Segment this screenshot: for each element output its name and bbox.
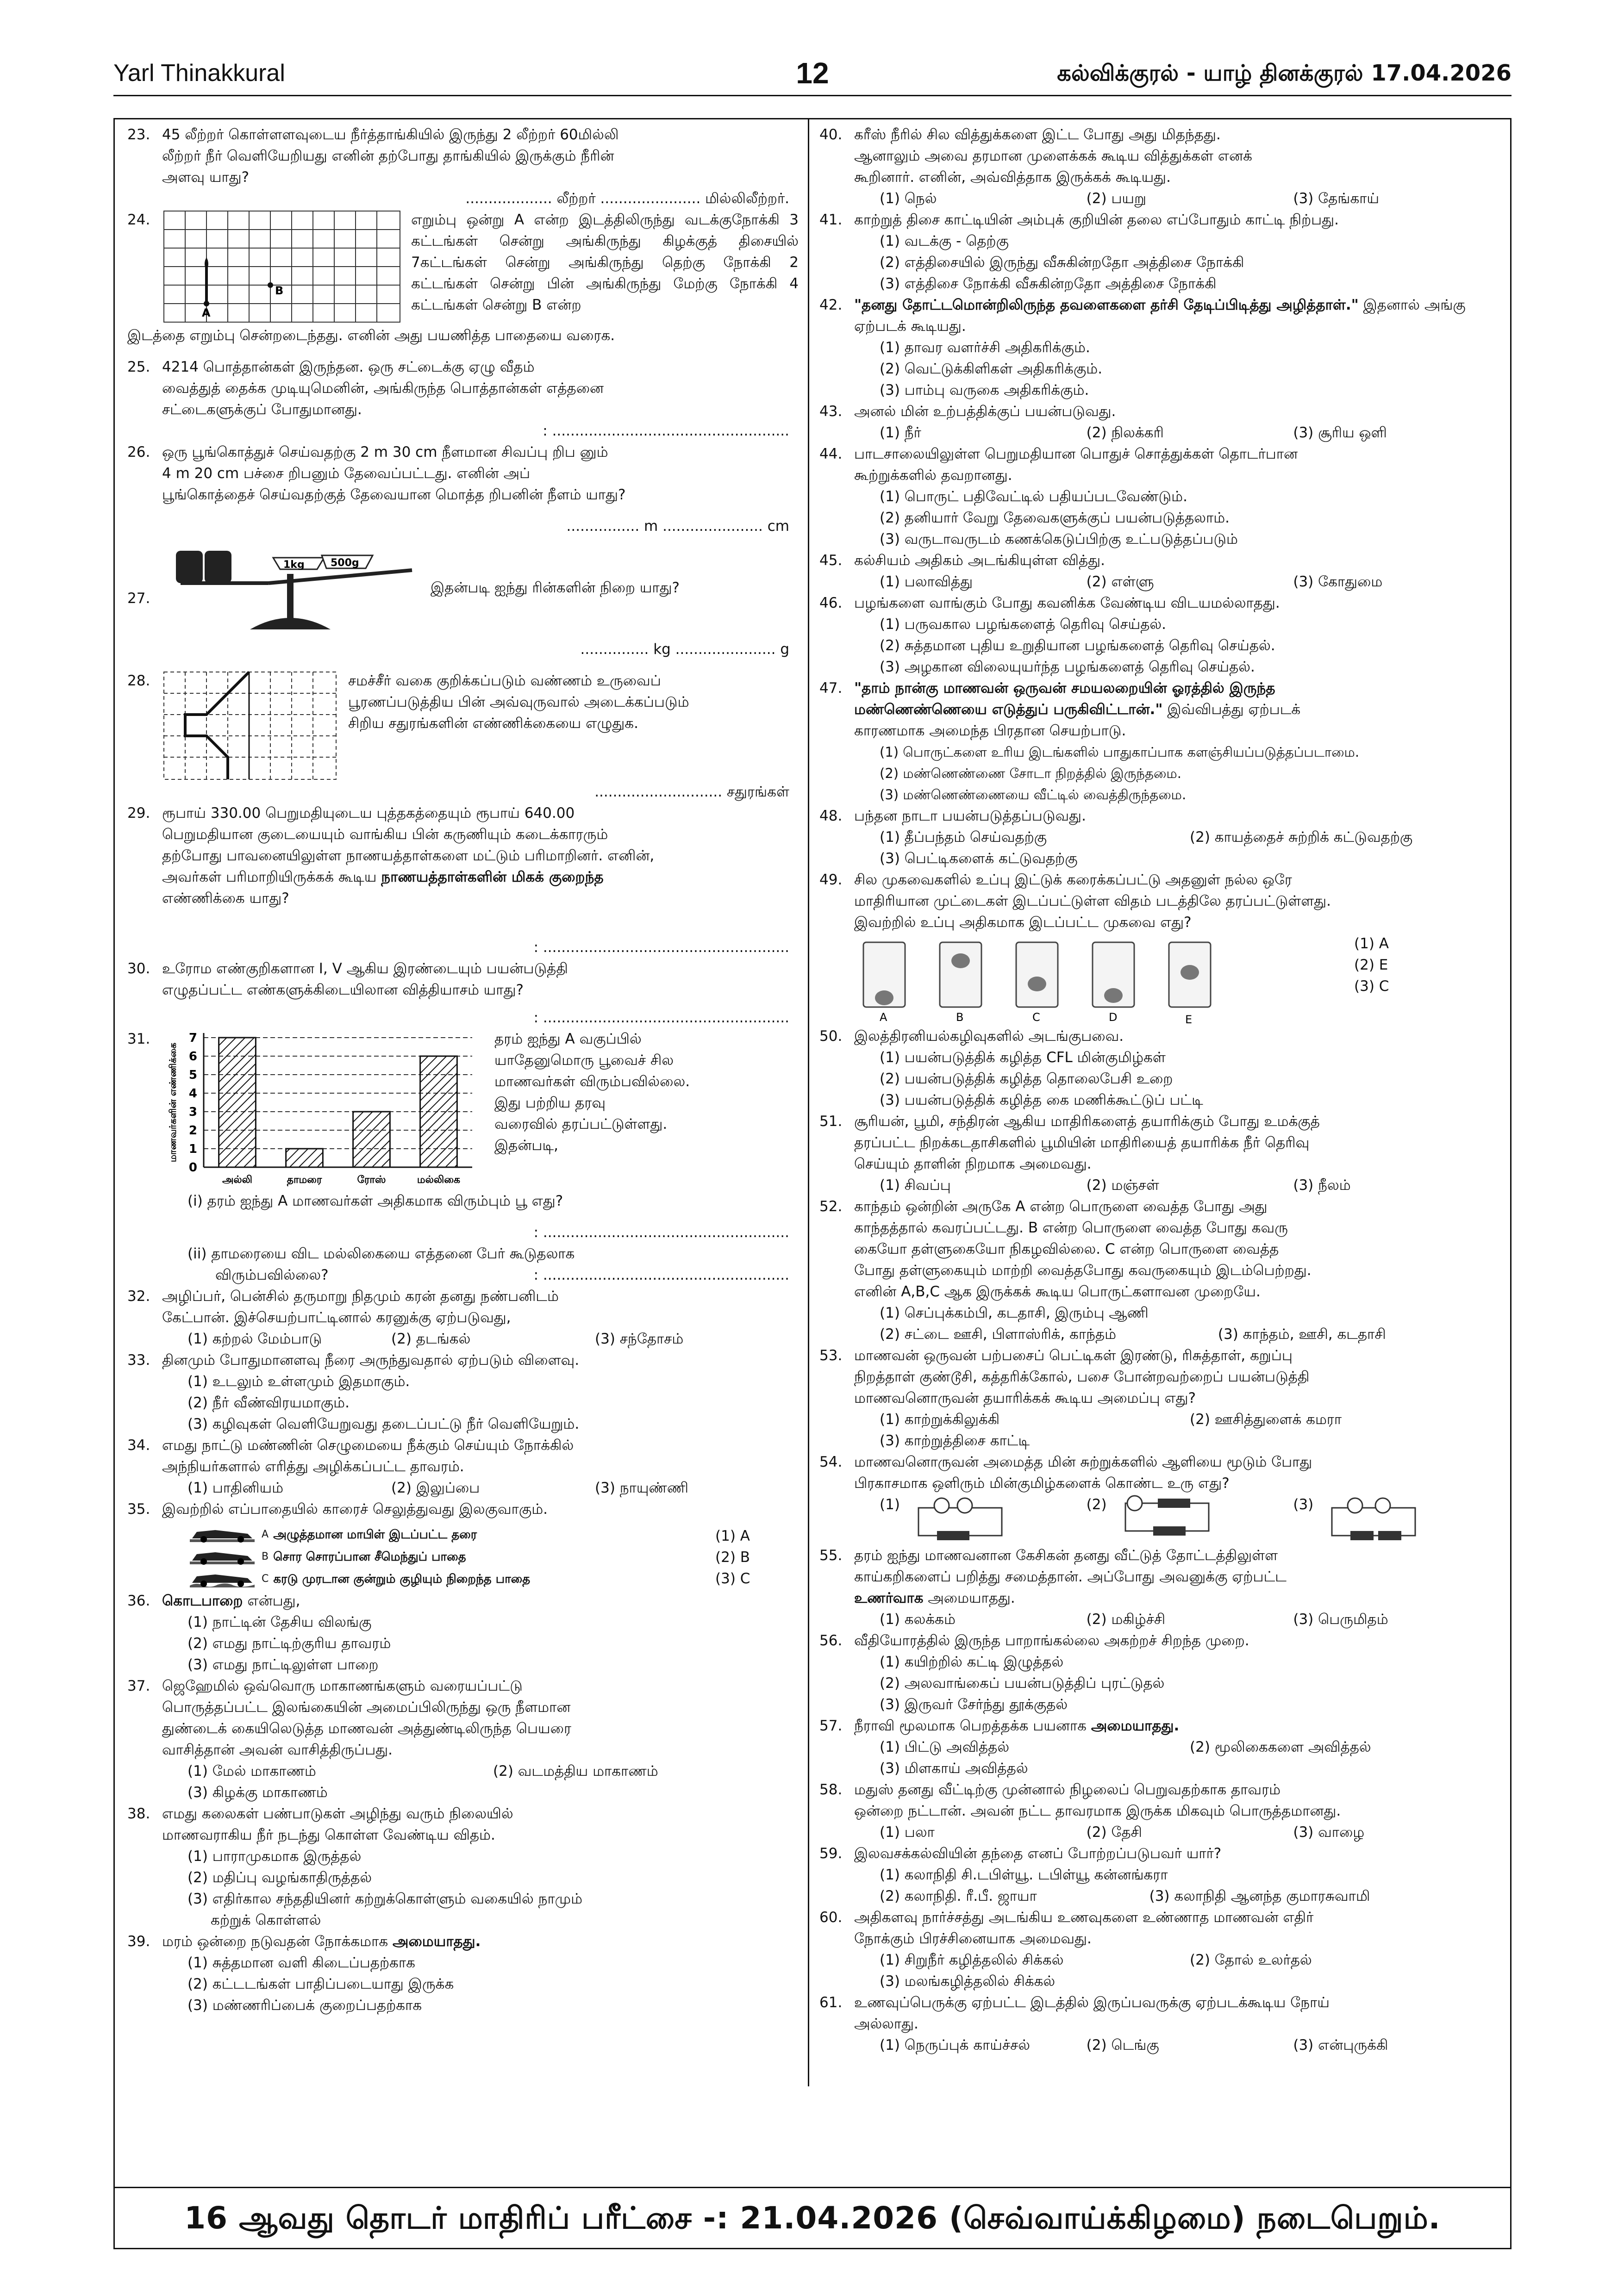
svg-text:A: A: [202, 306, 211, 319]
options-52: [819, 1302, 1500, 1345]
options-36: [127, 1612, 799, 1675]
option[interactable]: (2) தேசி: [1086, 1824, 1142, 1841]
bar-1: [219, 1038, 256, 1167]
question-27: 27. 1kg 500g இதன்படி ஐந்து ரின்களின் நிறை யாது? ............... kg ...................... g: [127, 537, 799, 660]
option[interactable]: (2) சட்டை ஊசி, பிளாஸ்ரிக், காந்தம்: [880, 1326, 1117, 1343]
circuit-2-icon: [1116, 1494, 1218, 1540]
question-33: 33. தினமும் போதுமானளவு நீரை அருந்துவதால் ஏற்படும் விளைவு.: [127, 1352, 580, 1369]
question-57: 57. நீராவி மூலமாக பெறத்தக்க பயனாக அமையாதது.: [819, 1717, 1180, 1734]
option[interactable]: (3) கோதுமை: [1293, 573, 1383, 590]
option[interactable]: (1) வடக்கு - தெற்கு: [880, 233, 1009, 249]
svg-text:E: E: [1185, 1013, 1193, 1026]
y-tick-label: 4: [188, 1087, 197, 1101]
option[interactable]: (2) தோல் உலர்தல்: [1190, 1952, 1312, 1968]
options-45: [819, 571, 1500, 592]
x-tick-label: ரோஸ்: [357, 1174, 386, 1186]
masthead: [113, 55, 1512, 92]
option[interactable]: (3) மண்ணரிப்பைக் குறைப்பதற்காக: [187, 1997, 422, 2014]
options-57: [819, 1736, 1500, 1758]
bar-3: [353, 1112, 390, 1167]
answer-blank[interactable]: : ......................................................: [533, 1009, 789, 1026]
option[interactable]: (1) பருவகால பழங்களைத் தெரிவு செய்தல்.: [880, 616, 1167, 633]
option[interactable]: (3) காந்தம், ஊசி, கடதாசி: [1218, 1326, 1386, 1343]
options-48: [819, 827, 1500, 848]
option[interactable]: (1) கலாநிதி சி.டபிள்யூ. டபிள்யூ கன்னங்கரா: [880, 1867, 1168, 1883]
option[interactable]: (3) வாழை: [1293, 1824, 1365, 1841]
options-55: [819, 1609, 1500, 1630]
options-40: [819, 188, 1500, 209]
question-44: 44. பாடசாலையிலுள்ள பெறுமதியான பொதுச் சொத்துக்கள் தொடர்பான கூற்றுக்களில் தவறானது.: [819, 446, 1298, 484]
option[interactable]: (2) எள்ளு: [1086, 573, 1154, 590]
option[interactable]: (2) எமது நாட்டிற்குரிய தாவரம்: [187, 1635, 391, 1652]
option[interactable]: (1) நீர்: [880, 424, 921, 441]
question-51: 51. சூரியன், பூமி, சந்திரன் ஆகிய மாதிரிகளைத் தயாரிக்கும் போது உமக்குத் தரப்பட்ட நிறக்கடதாசிகளில் பூமியின் மாதிரியைத் தயாரிக்க நீர் தெரிவு செய்யும் தாளின் நிறமாக அமைவது.: [819, 1113, 1320, 1172]
option[interactable]: (2) B: [715, 1549, 750, 1566]
option[interactable]: (2) தடங்கல்: [391, 1331, 471, 1347]
options-46: [819, 614, 1500, 678]
car-icon: [187, 1548, 257, 1566]
y-tick-label: 0: [188, 1161, 197, 1175]
question-41: 41. காற்றுத் திசை காட்டியின் அம்புக் குறியின் தலை எப்போதும் காட்டி நிற்பது.: [819, 212, 1339, 228]
svg-text:B: B: [275, 284, 284, 297]
options-59: [819, 1864, 1500, 1907]
option[interactable]: (3) மலங்கழித்தலில் சிக்கல்: [880, 1973, 1056, 1990]
option[interactable]: (2) பயறு: [1086, 190, 1146, 207]
option[interactable]: (2) மதிப்பு வழங்காதிருத்தல்: [187, 1869, 372, 1886]
x-tick-label: தாமரை: [287, 1174, 322, 1186]
options-32: [127, 1328, 799, 1350]
header-rule: [113, 95, 1512, 96]
exam-announcement-banner: 16 ஆவது தொடர் மாதிரிப் பரீட்சை -: 21.04.2026 (செவ்வாய்க்கிழமை) நடைபெறும்.: [113, 2187, 1512, 2249]
question-40: 40. கரீஸ் நீரில் சில வித்துக்களை இட்ட போது அது மிதந்தது. ஆனாலும் அவை தரமான முளைக்கக் கூடிய வித்துக்கள் எனக் கூறினார். எனின், அவ்வித்தாக இருக்கக் கூடியது.: [819, 126, 1252, 186]
option[interactable]: (2) அலவாங்கைப் பயன்படுத்திப் புரட்டுதல்: [880, 1675, 1165, 1692]
options-44: [819, 486, 1500, 550]
question-28: 28. சமச்சீர் வகை குறிக்கப்படும் வண்ணம் உருவைப் பூரணப்படுத்திய பின் அவ்வுருவால் அடைக்கப்படும் சிறிய சதுரங்களின் எண்ணிக்கையை எழுதுக. ............................ சதுரங்கள்: [127, 670, 799, 803]
ant-grid-figure[interactable]: [162, 209, 403, 325]
question-30: 30. உரோம எண்குறிகளான I, V ஆகிய இரண்டையும் பயன்படுத்தி எழுதப்பட்ட எண்களுக்கிடையிலான வித்தியாசம் யாது?: [127, 960, 568, 998]
options-41: [819, 230, 1500, 294]
option[interactable]: (2) நீர் வீண்விரயமாகும்.: [187, 1394, 350, 1411]
option[interactable]: (1) பொருட் பதிவேட்டில் பதியப்படவேண்டும்.: [880, 488, 1187, 505]
question-59: 59. இலவசக்கல்வியின் தந்தை எனப் போற்றப்படுபவர் யார்?: [819, 1845, 1222, 1862]
option[interactable]: (3) பயன்படுத்திக் கழித்த கை மணிக்கூட்டுப் பட்டி: [880, 1092, 1203, 1108]
option[interactable]: (1) பாதினியம்: [187, 1480, 284, 1496]
option[interactable]: (1) பாராமுகமாக இருத்தல்: [187, 1848, 362, 1865]
option[interactable]: (2) ஊசித்துளைக் கமரா: [1190, 1411, 1342, 1428]
flower-bar-chart: [162, 1028, 486, 1190]
svg-text:B: B: [956, 1011, 964, 1024]
option[interactable]: (2) மண்ணெண்ணை சோடா நிறத்தில் இருந்தமை.: [880, 765, 1181, 781]
options-61: [819, 2035, 1500, 2056]
svg-text:500g: 500g: [331, 557, 359, 569]
question-49: 49. சில முகவைகளில் உப்பு இட்டுக் கரைக்கப்பட்டு அதனுள் நல்ல ஒரே மாதிரியான முட்டைகள் இடப்பட்டுள்ள விதம் படத்திலே தரப்பட்டுள்ளது. இவற்றில் உப்பு அதிகமாக இடப்பட்ட முகவை எது?: [819, 871, 1331, 931]
options-42: [819, 337, 1500, 401]
option[interactable]: (2) இலுப்பை: [391, 1480, 480, 1496]
question-37: 37. ஜெஹேமில் ஒவ்வொரு மாகாணங்களும் வரையப்பட்டு பொருத்தப்பட்ட இலங்கையின் அமைப்பிலிருந்து ஒரு நீளமான துண்டைக் கையிலெடுத்த மாணவன் அத்துண்டிலிருந்த பெயரை வாசித்தான் அவன் வாசித்திருப்பது.: [127, 1678, 571, 1758]
option[interactable]: (1) சுத்தமான வளி கிடைப்பதற்காக: [187, 1954, 415, 1971]
answer-blank[interactable]: ................ m ...................... cm: [566, 518, 789, 535]
section-date: கல்விக்குரல் - யாழ் தினக்குரல் 17.04.2026: [1057, 60, 1512, 86]
question-24: 24. A B எறும்பு ஒன்று A என்ற இடத்திலிருந்து வடக்குநோக்கி 3 கட்டங்கள் சென்று அங்கிருந்து கிழக்குத் திசையில் 7கட்டங்கள் சென்று அங்கிருந்து தெற்கு நோக்கி 2 கட்டங்கள் சென்று பின் அங்கிருந்து மேற்கு நோக்கி 4 கட்டங்கள் சென்று B என்ற: [127, 209, 799, 325]
question-46: 46. பழங்களை வாங்கும் போது கவனிக்க வேண்டிய விடயமல்லாதது.: [819, 595, 1280, 611]
option[interactable]: (1) சிறுநீர் கழித்தலில் சிக்கல்: [880, 1952, 1064, 1968]
symmetry-grid-figure[interactable]: [162, 670, 338, 781]
option[interactable]: (1) பிட்டு அவித்தல்: [880, 1739, 1010, 1755]
options-56: [819, 1651, 1500, 1715]
paper-name: Yarl Thinakkural: [113, 60, 285, 87]
answer-blank[interactable]: ............... kg ...................... g: [580, 641, 789, 658]
option[interactable]: (1) மேல் மாகாணம்: [187, 1763, 316, 1780]
option[interactable]: (2) வெட்டுக்கிளிகள் அதிகரிக்கும்.: [880, 361, 1103, 377]
option[interactable]: (1) பொருட்களை உரிய இடங்களில் பாதுகாப்பாக களஞ்சியப்படுத்தப்படாமை.: [880, 744, 1360, 760]
option[interactable]: (1): [880, 1494, 1087, 1545]
y-tick-label: 2: [188, 1124, 197, 1138]
option[interactable]: (3) தேங்காய்: [1293, 190, 1380, 207]
question-38: 38. எமது கலைகள் பண்பாடுகள் அழிந்து வரும் நிலையில் மாணவராகிய நீர் நடந்து கொள்ள வேண்டிய விதம்.: [127, 1805, 513, 1843]
y-tick-label: 5: [188, 1068, 197, 1082]
option[interactable]: (1) நெல்: [880, 190, 937, 207]
option[interactable]: (3) வருடாவருடம் கணக்கெடுப்பிற்கு உட்படுத்தப்படும்: [880, 531, 1238, 548]
option[interactable]: (2) E: [1354, 957, 1388, 973]
question-26: 26. ஒரு பூங்கொத்துச் செய்வதற்கு 2 m 30 cm நீளமான சிவப்பு றிப னும் 4 m 20 cm பச்சை றிபனும் தேவைப்பட்டது. எனின் அப் பூங்கொத்தைச் செய்வதற்குத் தேவையான மொத்த றிபனின் நீளம் யாது? ................ m ...................... cm: [127, 442, 799, 537]
option[interactable]: (3) C: [1354, 978, 1389, 995]
road-a: A அழுத்தமான மாபிள் இடப்பட்ட தரை: [187, 1524, 715, 1546]
question-53: 53. மாணவன் ஒருவன் பற்பசைப் பெட்டிகள் இரண்டு, ரிசுத்தாள், கறுப்பு நிறத்தாள் குண்டூசி, கத்தரிக்கோல், பசை போன்றவற்றைப் பயன்படுத்தி மாணவனொருவன் தயாரிக்கக் கூடிய அமைப்பு எது?: [819, 1347, 1310, 1406]
option[interactable]: (3) எத்திசை நோக்கி வீசுகின்றதோ அத்திசை நோக்கி: [880, 275, 1217, 292]
option[interactable]: (3) அழகான விலையுயர்ந்த பழங்களைத் தெரிவு செய்தல்.: [880, 659, 1255, 675]
road-c: C கரடு முரடான குன்றும் குழியும் நிறைந்த பாதை: [187, 1568, 715, 1590]
question-52: 52. காந்தம் ஒன்றின் அருகே A என்ற பொருளை வைத்த போது அது காந்தத்தால் கவரப்பட்டது. B என்ற பொருளை வைத்த போது கவரு கையோ தள்ளுகையோ நிகழவில்லை. C என்ற பொருளை வைத்த போது தள்ளுகையும் மாற்றி வைத்தபோது கவருகையும் இடம்பெற்றது. எனின் A,B,C ஆக இருக்கக் கூடிய பொருட்களாவன முறையே.: [819, 1198, 1312, 1300]
x-tick-label: மல்லிகை: [417, 1174, 461, 1186]
option[interactable]: (3) என்புருக்கி: [1293, 2037, 1388, 2053]
option[interactable]: (3) சந்தோசம்: [595, 1331, 684, 1347]
option[interactable]: (1) நாட்டின் தேசிய விலங்கு: [187, 1614, 372, 1630]
option[interactable]: (2) வடமத்திய மாகாணம்: [493, 1763, 658, 1780]
option[interactable]: (3) இருவர் சேர்ந்து தூக்குதல்: [880, 1696, 1068, 1713]
answer-blank[interactable]: ................... லீற்றர் ...................... மில்லிலீற்றர்.: [465, 190, 789, 207]
option[interactable]: (2) எத்திசையில் இருந்து வீசுகின்றதோ அத்திசை நோக்கி: [880, 254, 1244, 271]
question-23: 23. 45 லீற்றர் கொள்ளளவுடைய நீர்த்தாங்கியில் இருந்து 2 லீற்றர் 60மில்லி லீற்றர் நீர் வெளியேறியது எனின் தற்போது தாங்கியில் இருக்கும் நீரின் அளவு யாது? ................... லீற்றர் ...................... மில்லிலீற்றர்.: [127, 124, 799, 209]
question-43: 43. அனல் மின் உற்பத்திக்குப் பயன்படுவது.: [819, 403, 1116, 420]
option[interactable]: (1) A: [1354, 935, 1389, 952]
y-axis-label: மாணவர்களின் எண்ணிக்கை: [167, 1042, 178, 1163]
option[interactable]: (3) எமது நாட்டிலுள்ள பாறை: [187, 1656, 379, 1673]
question-54: 54. மாணவனொருவன் அமைத்த மின் சுற்றுக்களில் ஆளியை மூடும் போது பிரகாசமாக ஒளிரும் மின்குமிழ்களைக் கொண்ட உரு எது?: [819, 1454, 1312, 1492]
glass-beakers-figure: [854, 933, 1234, 1026]
option[interactable]: (2) பயன்படுத்திக் கழித்த தொலைபேசி உறை: [880, 1070, 1173, 1087]
option[interactable]: (3) கலாநிதி ஆனந்த குமாரசுவாமி: [1149, 1888, 1370, 1904]
option[interactable]: (2) மகிழ்ச்சி: [1086, 1611, 1166, 1628]
answer-blank[interactable]: ............................ சதுரங்கள்: [594, 784, 789, 800]
option[interactable]: (2) நிலக்கரி: [1086, 424, 1164, 441]
option[interactable]: (1) பலாவித்து: [880, 573, 973, 590]
question-50: 50. இலத்திரனியல்கழிவுகளில் அடங்குபவை.: [819, 1028, 1124, 1045]
question-25: 25. 4214 பொத்தான்கள் இருந்தன. ஒரு சட்டைக்கு ஏழு வீதம் வைத்துத் தைக்க முடியுமெனின், அங்கிருந்த பொத்தான்கள் எத்தனை சட்டைகளுக்குப் போதுமானது. : ....................................................: [127, 356, 799, 442]
option[interactable]: (1) பயன்படுத்திக் கழித்த CFL மின்குமிழ்கள்: [880, 1049, 1166, 1066]
option[interactable]: (2) கட்டடங்கள் பாதிப்படையாது இருக்க: [187, 1976, 454, 1992]
option[interactable]: (1) கலக்கம்: [880, 1611, 956, 1628]
svg-text:1kg: 1kg: [283, 559, 305, 571]
option[interactable]: (1) A: [715, 1528, 750, 1544]
option[interactable]: (3) பாம்பு வருகை அதிகரிக்கும்.: [880, 382, 1089, 398]
svg-text:C: C: [1032, 1011, 1040, 1024]
answer-blank[interactable]: : ......................................................: [533, 1224, 789, 1241]
option[interactable]: (3) கழிவுகள் வெளியேறுவது தடைப்பட்டு நீர் வெளியேறும்.: [187, 1416, 580, 1432]
option[interactable]: (3) சூரிய ஒளி: [1293, 424, 1387, 441]
question-36: 36. கொடபாறை என்பது,: [127, 1593, 300, 1609]
options-53: [819, 1409, 1500, 1430]
option[interactable]: (2) மூலிகைகளை அவித்தல்: [1190, 1739, 1371, 1755]
question-32: 32. அழிப்பர், பென்சில் தருமாறு நிதமும் கரன் தனது நண்பனிடம் கேட்பான். இச்செயற்பாட்டினால் கரனுக்கு ஏற்படுவது,: [127, 1288, 559, 1326]
options-43: [819, 422, 1500, 443]
question-56: 56. வீதியோரத்தில் இருந்த பாறாங்கல்லை அகற்றச் சிறந்த முறை.: [819, 1632, 1249, 1649]
car-icon: [187, 1570, 257, 1588]
options-51: [819, 1175, 1500, 1196]
question-24-continuation: இடத்தை எறும்பு சென்றடைந்தது. எனின் அது பயணித்த பாதையை வரைக.: [127, 327, 615, 344]
options-39: [127, 1952, 799, 2016]
option[interactable]: (1) சிவப்பு: [880, 1177, 951, 1194]
option[interactable]: (3) C: [715, 1570, 750, 1587]
options-34: [127, 1477, 799, 1499]
question-61: 61. உணவுப்பெருக்கு ஏற்பட்ட இடத்தில் இருப்பவருக்கு ஏற்படக்கூடிய நோய் அல்லாது.: [819, 1994, 1330, 2032]
question-31: 31. 0 1 2 3 4 5 6 7 மாணவர்களின் எண்ணிக்கை அல்லி தாமரை ரோஸ் மல்லிகை தரம் ஐந்து A வகுப்பில் யாதேனுமொரு பூவைச் சில மாணவர்கள் விரும்பவில்லை. இது பற்றிய தரவு வரைவில் தரப்பட்டுள்ளது. இதன்படி,: [127, 1028, 799, 1190]
answer-blank[interactable]: : ....................................................: [543, 423, 789, 439]
option[interactable]: (3) பெட்டிகளைக் கட்டுவதற்கு: [880, 850, 1078, 867]
answer-blank[interactable]: : ......................................................: [533, 939, 789, 956]
page-number: 12: [796, 56, 829, 90]
option[interactable]: (1) தீப்பந்தம் செய்வதற்கு: [880, 829, 1047, 846]
option[interactable]: (3) எதிர்கால சந்ததியினர் கற்றுக்கொள்ளும் வகையில் நாமும்: [187, 1891, 583, 1907]
option[interactable]: (3): [1293, 1494, 1500, 1545]
tin-cans: [176, 551, 231, 583]
question-58: 58. மதுஸ் தனது வீட்டிற்கு முன்னால் நிழலைப் பெறுவதற்காக தாவரம் ஒன்றை நட்டான். அவன் நட்ட தாவரமாக இருக்க மிகவும் பொருத்தமானது.: [819, 1781, 1341, 1819]
question-29: 29. ரூபாய் 330.00 பெறுமதியுடைய புத்தகத்தையும் ரூபாய் 640.00 பெறுமதியான குடையையும் வாங்கிய பின் கருணியும் கடைக்காரரும் தற்போது பாவனையிலுள்ள நாணயத்தாள்களை மட்டும் பரிமாறினர். எனின், அவர்கள் பரிமாறியிருக்கக் கூடிய நாணயத்தாள்களின் மிகக் குறைந்த எண்ணிக்கை யாது? : ......................................................: [127, 803, 799, 958]
option[interactable]: (1) கற்றல் மேம்பாடு: [187, 1331, 322, 1347]
option[interactable]: (2): [1087, 1494, 1293, 1545]
option[interactable]: (2) காயத்தைச் சுற்றிக் கட்டுவதற்கு: [1190, 829, 1413, 846]
option[interactable]: (2) சுத்தமான புதிய உறுதியான பழங்களைத் தெரிவு செய்தல்.: [880, 637, 1275, 654]
car-icon: [187, 1525, 257, 1544]
x-tick-label: அல்லி: [222, 1174, 253, 1186]
bar-2: [286, 1149, 323, 1167]
options-50: [819, 1047, 1500, 1111]
question-45: 45. கல்சியம் அதிகம் அடங்கியுள்ள வித்து.: [819, 552, 1105, 569]
option[interactable]: (2) டெங்கு: [1086, 2037, 1159, 2053]
options-37: [127, 1761, 799, 1782]
option[interactable]: (3) நீலம்: [1293, 1177, 1351, 1194]
question-34: 34. எமது நாட்டு மண்ணின் செழுமையை நீக்கும் செய்யும் நோக்கில் அந்நியர்களால் எரித்து அழிக்கப்பட்ட தாவரம்.: [127, 1437, 574, 1475]
options-47: [819, 741, 1500, 805]
question-39: 39. மரம் ஒன்றை நடுவதன் நோக்கமாக அமையாதது.: [127, 1933, 481, 1950]
question-55: 55. தரம் ஐந்து மாணவனான கேசிகன் தனது வீட்டுத் தோட்டத்திலுள்ள காய்கறிகளைப் பறித்து சமைத்தான். அப்போது அவனுக்கு ஏற்பட்ட உணர்வாக அமையாதது.: [819, 1547, 1287, 1606]
balance-scale-figure: [162, 537, 421, 639]
question-47: 47. "தாம் நான்கு மாணவன் ஒருவன் சமயலறையின் ஓரத்தில் இருந்த மண்ணெண்ணெயை எடுத்துப் பருகிவிட்டான்." இவ்விபத்து ஏற்படக் காரணமாக அமைந்த பிரதான செயற்பாடு.: [819, 680, 1301, 739]
options-38: (1) பாராமுகமாக இருத்தல் (2) மதிப்பு வழங்காதிருத்தல் (3) எதிர்கால சந்ததியினர் கற்றுக்கொள்ளும் வகையில் நாமும் கற்றுக் கொள்ளல்: [127, 1846, 799, 1931]
y-tick-label: 1: [188, 1142, 197, 1156]
option[interactable]: (3) மண்ணெண்ணையை வீட்டில் வைத்திருந்தமை.: [880, 787, 1187, 803]
answer-blank[interactable]: : ......................................................: [533, 1267, 789, 1283]
svg-text:D: D: [1109, 1011, 1118, 1024]
options-33: [127, 1371, 799, 1435]
option[interactable]: (1) தாவர வளர்ச்சி அதிகரிக்கும்.: [880, 339, 1090, 356]
option[interactable]: (3) காற்றுத்திசை காட்டி: [880, 1432, 1030, 1449]
option[interactable]: (3) நாயுண்ணி: [595, 1480, 688, 1496]
option[interactable]: (2) தனியார் வேறு தேவைகளுக்குப் பயன்படுத்தலாம்.: [880, 510, 1230, 526]
option[interactable]: (2) மஞ்சள்: [1086, 1177, 1159, 1194]
question-60: 60. அதிகளவு நார்ச்சத்து அடங்கிய உணவுகளை உண்ணாத மாணவன் எதிர் நோக்கும் பிரச்சினையாக அமைவது.: [819, 1909, 1314, 1947]
options-60: [819, 1949, 1500, 1971]
left-column: 23. 45 லீற்றர் கொள்ளளவுடைய நீர்த்தாங்கியில் இருந்து 2 லீற்றர் 60மில்லி லீற்றர் நீர் வெளியேறியது எனின் தற்போது தாங்கியில் இருக்கும் நீரின் அளவு யாது? ................... லீற்றர் ...................... மில்லிலீற்றர். 24. A B எறும்பு ஒன்று A என்ற இடத்திலிருந்து வடக்குநோக்கி 3 கட்டங்கள் சென்று அங்கிருந்து கிழக்குத் திசையில் 7கட்டங்கள் சென்று அங்கிருந்து தெற்கு நோக்கி 2 கட்டங்கள் சென்று பின் அங்கிருந்து மேற்கு நோக்கி 4 கட்டங்கள் சென்று B என்ற இடத்தை எறும்பு சென்றடைந்தது. எனின் அது பயணித்த பாதையை வரைக. 25. 4214 பொத்தான்கள் இருந்தன. ஒரு சட்டைக்கு ஏழு வீதம் வைத்துத் தைக்க முடியுமெனின், அங்கிருந்த பொத்தான்கள் எத்தனை சட்டைகளுக்குப் போதுமானது. : .................................................... 26. ஒரு பூங்கொத்துச் செய்வதற்கு 2 m 30 cm நீளமான சிவப்பு றிப னும் 4 m 20 cm பச்சை றிபனும் தேவைப்பட்டது. எனின் அப் பூங்கொத்தைச் செய்வதற்குத் தேவையான மொத்த றிபனின் நீளம் யாது? ................ m ...................... cm 27. 1kg 500g இதன்படி ஐந்து ரின்களின் நிறை யாது? ............... kg ...................... g 28. சமச்சீர் வகை குறிக்கப்படும் வண்ணம் உருவைப் பூரணப்படுத்திய பின் அவ்வுருவால் அடைக்கப்படும் சிறிய சதுரங்களின் எண்ணிக்கையை எழுதுக. ............................ சதுரங்கள் 29. ரூபாய் 330.00 பெறுமதியுடைய புத்தகத்தையும் ரூபாய் 640.00 பெறுமதியான குடையையும் வாங்கிய பின் கருணியும் கடைக்காரரும் தற்போது பாவனையிலுள்ள நாணயத்தாள்களை மட்டும் பரிமாறினர். எனின், அவர்கள் பரிமாறியிருக்கக் கூடிய நாணயத்தாள்களின் மிகக் குறைந்த எண்ணிக்கை யாது? : ...................................................... 30. உரோம எண்குறிகளான I, V ஆகிய இரண்டையும் பயன்படுத்தி எழுதப்பட்ட எண்களுக்கிடையிலான வித்தியாசம் யாது? : ...................................................... 31. 0 1 2 3 4 5 6 7 மாணவர்களின் எண்ணிக்கை அல்லி தாமரை ரோஸ் மல்லிகை தரம் ஐந்து A வகுப்பில் யாதேனுமொரு பூவைச் சில மாணவர்கள் விரும்பவில்லை. இது பற்றிய தரவு வரைவில் தரப்பட்டுள்ளது. இதன்படி, (i) தரம் ஐந்து A மாணவர்கள் அதிகமாக விரும்பும் பூ எது? : ...................................................... (ii) தாமரையை விட மல்லிகையை எத்தனை பேர் கூடுதலாக விரும்பவில்லை? : ...................................................... 32. அழிப்பர், பென்சில் தருமாறு நிதமும் கரன் தனது நண்பனிடம் கேட்பான். இச்செயற்பாட்டினால் கரனுக்கு ஏற்படுவது, (1) கற்றல் மேம்பாடு (2) தடங்கல் (3) சந்தோசம் 33. தினமும் போதுமானளவு நீரை அருந்துவதால் ஏற்படும் விளைவு. (1) உடலும் உள்ளமும் இதமாகும். (2) நீர் வீண்விரயமாகும். (3) கழிவுகள் வெளியேறுவது தடைப்பட்டு நீர் வெளியேறும். 34. எமது நாட்டு மண்ணின் செழுமையை நீக்கும் செய்யும் நோக்கில் அந்நியர்களால் எரித்து அழிக்கப்பட்ட தாவரம். (1) பாதினியம் (2) இலுப்பை (3) நாயுண்ணி 35. இவற்றில் எப்பாதையில் காரைச் செலுத்துவது இலகுவாகும். A அழுத்தமான மாபிள் இடப்பட்ட தரை B சொர சொரப்பான சீமெந்துப் பாதை C கரடு முரடான குன்றும் குழியும் நிறைந்த பாதை (1) A (2) B (3) C 36. கொடபாறை என்பது, (1) நாட்டின் தேசிய விலங்கு (2) எமது நாட்டிற்குரிய தாவரம் (3) எமது நாட்டிலுள்ள பாறை 37. ஜெஹேமில் ஒவ்வொரு மாகாணங்களும் வரையப்பட்டு பொருத்தப்பட்ட இலங்கையின் அமைப்பிலிருந்து ஒரு நீளமான துண்டைக் கையிலெடுத்த மாணவன் அத்துண்டிலிருந்த பெயரை வாசித்தான் அவன் வாசித்திருப்பது. (1) மேல் மாகாணம் (2) வடமத்திய மாகாணம் (3) கிழக்கு மாகாணம் 38. எமது கலைகள் பண்பாடுகள் அழிந்து வரும் நிலையில் மாணவராகிய நீர் நடந்து கொள்ள வேண்டிய விதம். (1) பாராமுகமாக இருத்தல் (2) மதிப்பு வழங்காதிருத்தல் (3) எதிர்கால சந்ததியினர் கற்றுக்கொள்ளும் வகையில் நாமும் கற்றுக் கொள்ளல் 39. மரம் ஒன்றை நடுவதன் நோக்கமாக அமையாதது. (1) சுத்தமான வளி கிடைப்பதற்காக (2) கட்டடங்கள் பாதிப்படையாது இருக்க (3) மண்ணரிப்பைக் குறைப்பதற்காக: [127, 124, 799, 2016]
options-58: [819, 1822, 1500, 1843]
question-35: 35. இவற்றில் எப்பாதையில் காரைச் செலுத்துவது இலகுவாகும்.: [127, 1501, 548, 1518]
circuit-3-icon: [1323, 1494, 1424, 1540]
column-divider: [808, 119, 809, 2086]
option[interactable]: (3) மிளகாய் அவித்தல்: [880, 1760, 1028, 1777]
option[interactable]: (1) கயிற்றில் கட்டி இழுத்தல்: [880, 1654, 1064, 1670]
svg-text:A: A: [880, 1011, 887, 1024]
option[interactable]: (1) காற்றுக்கிலுக்கி: [880, 1411, 1000, 1428]
option[interactable]: (1) உடலும் உள்ளமும் இதமாகும்.: [187, 1373, 410, 1390]
y-tick-label: 7: [188, 1031, 197, 1045]
question-42: 42. "தனது தோட்டமொன்றிலிருந்த தவளைகளை தர்சி தேடிப்பிடித்து அழித்தாள்." இதனால் அங்கு ஏற்படக் கூடியது.: [819, 297, 1466, 335]
circuit-1-icon: [909, 1494, 1011, 1540]
option[interactable]: (1) பலா: [880, 1824, 935, 1841]
option[interactable]: (3) பெருமிதம்: [1293, 1611, 1388, 1628]
y-tick-label: 6: [188, 1050, 197, 1064]
option[interactable]: (3) கிழக்கு மாகாணம்: [187, 1784, 328, 1801]
symmetry-half-shape: [185, 672, 249, 779]
right-column: [819, 124, 1500, 2056]
road-b: B சொர சொரப்பான சீமெந்துப் பாதை: [187, 1546, 715, 1568]
bar-4: [420, 1056, 457, 1167]
option[interactable]: (2) கலாநிதி. ரீ.பீ. ஜாயா: [880, 1888, 1037, 1904]
option[interactable]: (1) நெருப்புக் காய்ச்சல்: [880, 2037, 1031, 2053]
question-48: 48. பந்தன நாடா பயன்படுத்தப்படுவது.: [819, 808, 1086, 824]
options-54: [819, 1494, 1500, 1545]
option[interactable]: (1) செப்புக்கம்பி, கடதாசி, இரும்பு ஆணி: [880, 1305, 1149, 1321]
y-tick-label: 3: [188, 1105, 197, 1119]
